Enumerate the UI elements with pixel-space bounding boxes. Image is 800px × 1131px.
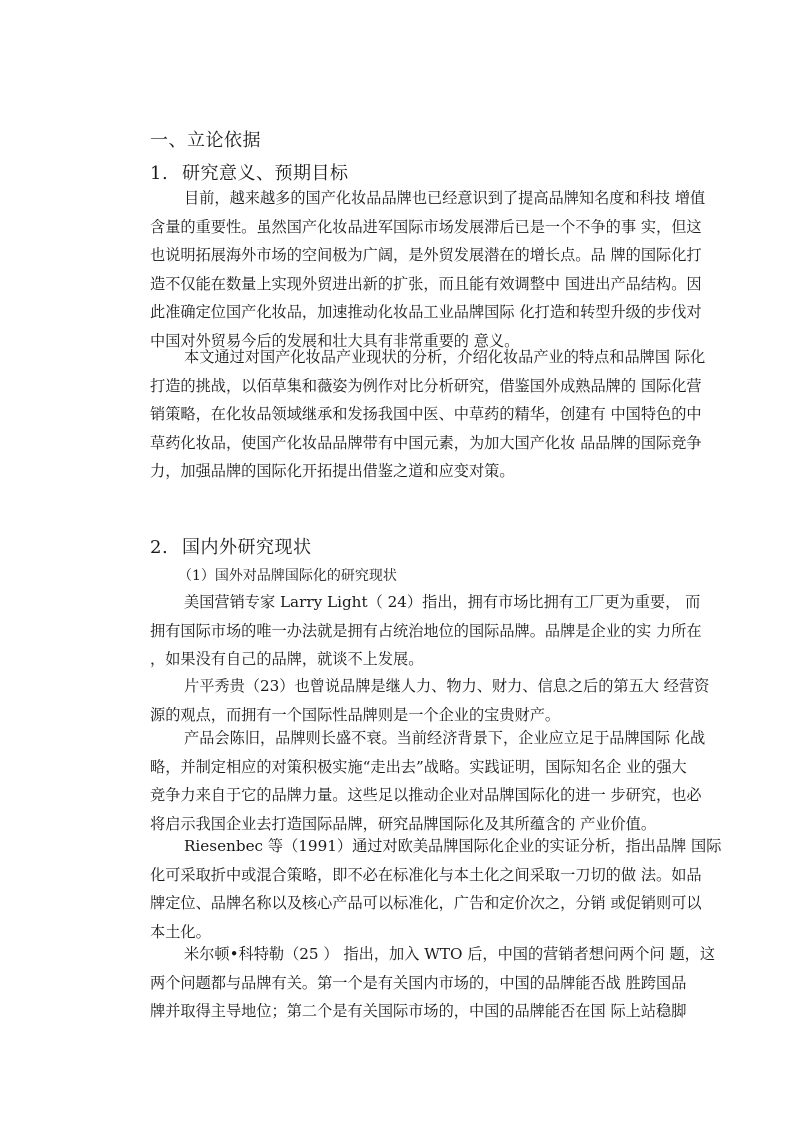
paragraph-brand-strategy bbox=[150, 724, 706, 838]
text-line: 美国营销专家 Larry Light（ 24）指出，拥有市场比拥有工厂更为重要， 而 bbox=[184, 593, 701, 611]
paragraph-larry-light bbox=[150, 588, 702, 674]
text-line: 也说明拓展海外市场的空间极为广阔，是外贸发展潜在的增长点。品 牌的国际化打 bbox=[150, 246, 702, 265]
text-line: Riesenbec 等（1991）通过对欧美品牌国际化企业的实证分析，指出品牌 国际 bbox=[184, 837, 722, 855]
paragraph-katahira bbox=[150, 672, 710, 729]
text-line: 目前，越来越多的国产化妆品品牌也已经意识到了提高品牌知名度和科技 增值 bbox=[184, 189, 706, 207]
heading-research-status bbox=[150, 536, 312, 560]
paragraph-significance-1 bbox=[150, 184, 706, 356]
paragraph-kotler bbox=[150, 940, 716, 1026]
text-line: 造不仅能在数量上实现外贸进出新的扩张，而且能有效调整中 国进出产品结构。因 bbox=[150, 274, 702, 293]
text-line: 米尔顿•科特勒（25 ） 指出，加入 WTO 后，中国的营销者想问两个问 题，这 bbox=[184, 945, 716, 963]
text-line: 拥有国际市场的唯一办法就是拥有占统治地位的国际品牌。品牌是企业的实 力所在 bbox=[150, 621, 702, 640]
text-line: 草药化妆品，使国产化妆品品牌带有中国元素，为加大国产化妆 品品牌的国际竞争 bbox=[150, 433, 702, 452]
text-line: 本土化。 bbox=[150, 922, 211, 941]
text-line: 此准确定位国产化妆品，加速推动化妆品工业品牌国际 化打造和转型升级的步伐对 bbox=[150, 303, 702, 322]
text-line: 源的观点，而拥有一个国际性品牌则是一个企业的宝贵财产。 bbox=[150, 705, 561, 724]
heading-text: 国内外研究现状 bbox=[182, 537, 312, 558]
text-line: 片平秀贵（23）也曾说品牌是继人力、物力、财力、信息之后的第五大 经营资 bbox=[184, 677, 710, 695]
paragraph-riesenbec bbox=[150, 832, 722, 946]
text-line: 产品会陈旧，品牌则长盛不衰。当前经济背景下，企业应立足于品牌国际 化战 bbox=[184, 729, 706, 747]
text-line: 将启示我国企业去打造国际品牌，研究品牌国际化及其所蕴含的 产业价值。 bbox=[150, 814, 657, 833]
text-line: 力，加强品牌的国际化开拓提出借鉴之道和应变对策。 bbox=[150, 462, 515, 481]
text-line: 竞争力来自于它的品牌力量。这些足以推动企业对品牌国际化的进一 步研究，也必 bbox=[150, 786, 702, 805]
text-line: 牌定位、品牌名称以及核心产品可以标准化，广告和定价次之，分销 或促销则可以 bbox=[150, 894, 702, 913]
section-title: 一、立论依据 bbox=[150, 130, 261, 151]
heading-number: 2. bbox=[150, 537, 169, 558]
text-line: 本文通过对国产化妆品产业现状的分析，介绍化妆品产业的特点和品牌国 际化 bbox=[184, 348, 706, 366]
text-line: 化可采取折中或混合策略，即不必在标准化与本土化之间采取一刀切的做 法。如品 bbox=[150, 865, 702, 884]
text-line: 打造的挑战，以佰草集和薇姿为例作对比分析研究，借鉴国外成熟品牌的 国际化营 bbox=[150, 376, 702, 395]
text-line: 略，并制定相应的对策积极实施“走出去”战略。实践证明，国际知名企 业的强大 bbox=[150, 757, 687, 776]
heading-research-significance bbox=[150, 162, 349, 186]
text-line: ，如果没有自己的品牌，就谈不上发展。 bbox=[150, 650, 424, 669]
text-line: 含量的重要性。虽然国产化妆品进军国际市场发展滞后已是一个不争的事 实，但这 bbox=[150, 217, 702, 236]
paragraph-significance-2 bbox=[150, 343, 706, 486]
text-line: 中国对外贸易今后的发展和壮大具有非常重要的 意义。 bbox=[150, 331, 520, 350]
heading-number: 1. bbox=[150, 163, 169, 184]
text-line: 牌并取得主导地位；第二个是有关国际市场的，中国的品牌能否在国 际上站稳脚 bbox=[150, 1002, 687, 1021]
subheading-foreign-research: （1）国外对品牌国际化的研究现状 bbox=[178, 568, 397, 584]
heading-text: 研究意义、预期目标 bbox=[182, 163, 349, 184]
text-line: 销策略，在化妆品领域继承和发扬我国中医、中草药的精华，创建有 中国特色的中 bbox=[150, 405, 702, 424]
text-line: 两个问题都与品牌有关。第一个是有关国内市场的，中国的品牌能否战 胜跨国品 bbox=[150, 973, 687, 992]
